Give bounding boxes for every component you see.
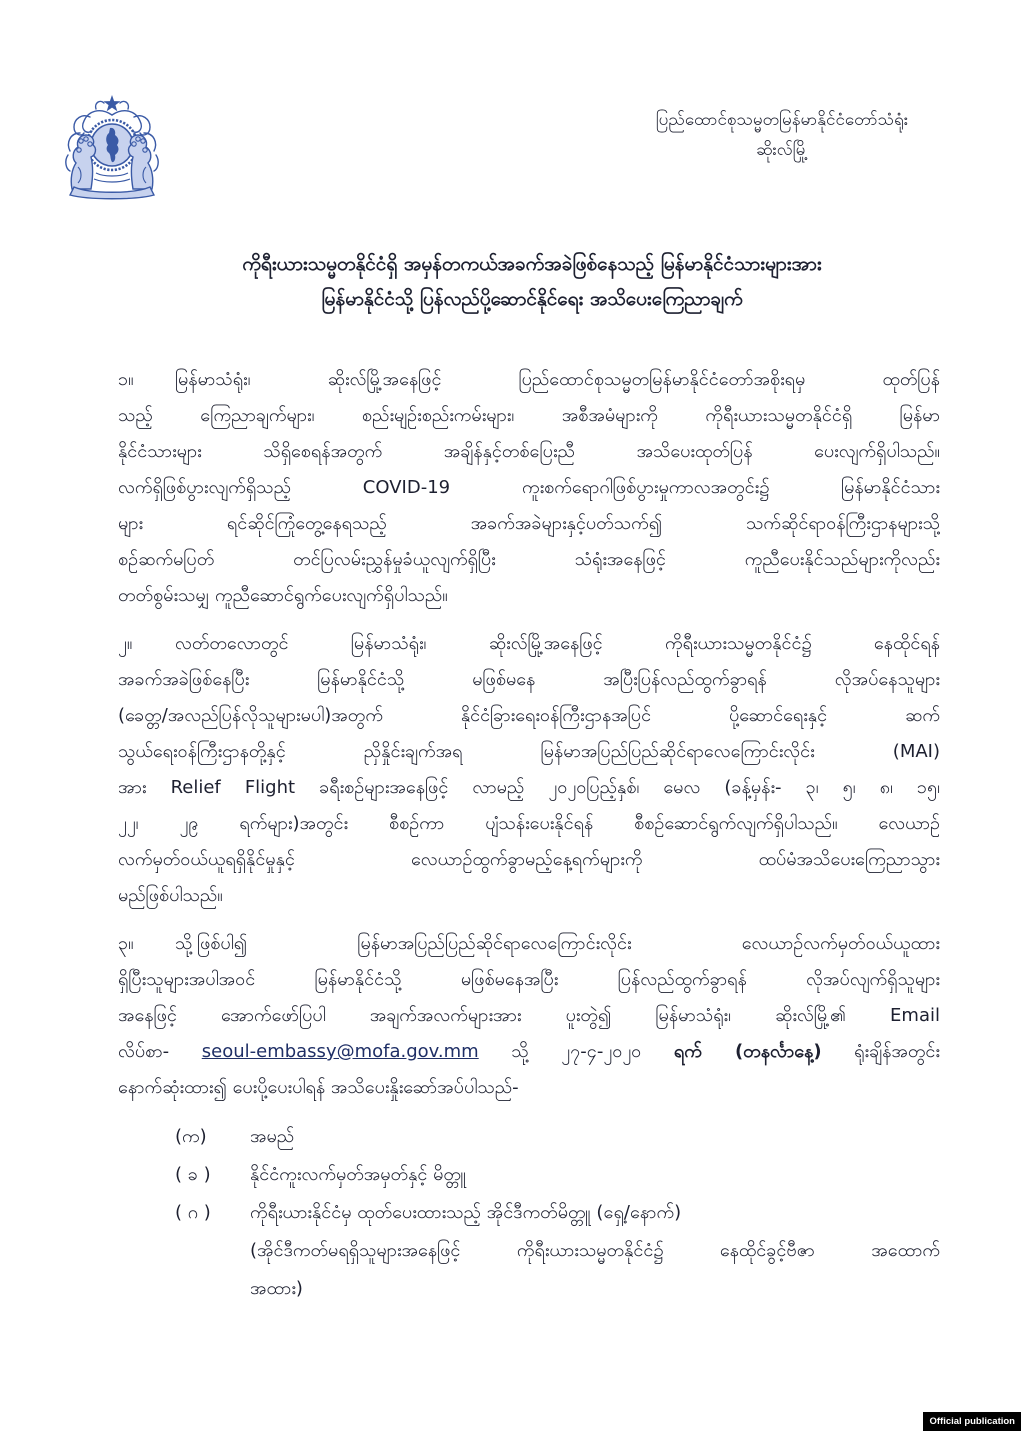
state-seal-emblem <box>60 93 164 201</box>
paragraph-line-text: တတ်စွမ်းသမျှ ကူညီဆောင်ရွက်ပေးလျက်ရှိပါသည်။ <box>118 585 448 606</box>
paragraph-line <box>118 926 940 962</box>
issuer-embassy-name: ပြည်ထောင်စုသမ္မတမြန်မာနိုင်ငံတော်သံရုံး <box>655 110 909 130</box>
deadline-text: ရက် (တနင်္လာနေ့) <box>673 1041 822 1062</box>
requirement-line <box>118 1118 940 1156</box>
paragraph-line-text: ရှိပြီးသူများအပါအဝင် မြန်မာနိုင်ငံသို့ မဖြစ်မနေအပြီး ပြန်လည်ထွက်ခွာရန် လိုအပ်လျက်ရှိသူများ <box>118 969 940 990</box>
text-segment: လိပ်စာ- <box>118 1041 202 1062</box>
paragraph-line <box>118 1034 940 1070</box>
seal-lion-right <box>129 135 153 189</box>
text-segment: သို့ ၂၇-၄-၂၀၂၀ <box>478 1041 674 1062</box>
paragraph-line-text: နိုင်ငံသားများ သိရှိစေရန်အတွက် အချိန်နှင့်တစ်ပြေးညီ အသိပေးထုတ်ပြန် ပေးလျက်ရှိပါသည်။ <box>118 441 940 462</box>
paragraph-number: ၃။ <box>118 933 134 954</box>
requirement-text: အမည် <box>250 1126 295 1147</box>
requirement-item <box>118 1118 940 1156</box>
paragraph-line-text: အခက်အခဲဖြစ်နေပြီး မြန်မာနိုင်ငံသို့ မဖြစ်မနေ အပြီးပြန်လည်ထွက်ခွာရန် လိုအပ်နေသူများ <box>118 669 940 690</box>
paragraph-3 <box>118 926 940 1106</box>
paragraph-line-text: မည်ဖြစ်ပါသည်။ <box>118 885 223 906</box>
paragraph-line <box>118 662 940 698</box>
paragraph-line <box>118 878 940 914</box>
requirement-note-line <box>118 1270 940 1308</box>
paragraph-line <box>118 434 940 470</box>
paragraph-line <box>118 698 940 734</box>
requirement-marker: ( ဂ ) <box>175 1202 211 1223</box>
paragraph-line <box>118 962 940 998</box>
paragraph-line-text: သည့် ကြေညာချက်များ၊ စည်းမျဉ်းစည်းကမ်းများ၊ အစီအမံများကို ကိုရီးယားသမ္မတနိုင်ငံရှိ မြန်မာ <box>118 405 940 426</box>
paragraph-line <box>118 626 940 662</box>
paragraph-line <box>118 470 940 506</box>
requirement-marker: ( ခ ) <box>175 1164 211 1185</box>
paragraph-line-text: ၂၂၊ ၂၉ ရက်များ)အတွင်း စီစဉ်ကာ ပျံသန်းပေးနိုင်ရန် စီစဉ်ဆောင်ရွက်လျက်ရှိပါသည်။ လေယာဉ် <box>118 813 940 834</box>
paragraph-line-text: အား Relief Flight ခရီးစဉ်များအနေဖြင့် လာမည့် ၂၀၂၀ပြည့်နှစ်၊ မေလ (ခန့်မှန်း- ၃၊ ၅၊ ၈၊ ၁၅၊ <box>118 777 940 798</box>
paragraph-line <box>118 998 940 1034</box>
paragraph-line <box>118 806 940 842</box>
paragraph-line-text: မြန်မာသံရုံး၊ ဆိုးလ်မြို့အနေဖြင့် ပြည်ထောင်စုသမ္မတမြန်မာနိုင်ငံတော်အစိုးရမှ ထုတ်ပြန် <box>175 369 940 390</box>
requirements-list <box>118 1118 940 1308</box>
paragraph-line-text: စဉ်ဆက်မပြတ် တင်ပြလမ်းညွှန်မှုခံယူလျက်ရှိပြီး သံရုံးအနေဖြင့် ကူညီပေးနိုင်သည်များကိုလည်း <box>118 549 940 570</box>
issuer-block <box>606 105 958 165</box>
title-line-1: ကိုရီးယားသမ္မတနိုင်ငံရှိ အမှန်တကယ်အခက်အခဲဖြစ်နေသည့် မြန်မာနိုင်ငံသားများအား <box>242 253 822 275</box>
requirement-line <box>118 1194 940 1232</box>
requirement-note-text: အထား) <box>250 1278 303 1299</box>
paragraph-2 <box>118 626 940 914</box>
paragraph-line-text: (ခေတ္တ/အလည်ပြန်လိုသူများမပါ)အတွက် နိုင်ငံခြားရေးဝန်ကြီးဌာနအပြင် ပို့ဆောင်ရေးနှင့် ဆက် <box>118 705 940 726</box>
paragraph-line <box>118 506 940 542</box>
official-publication-badge: Official publication <box>923 1412 1021 1431</box>
requirement-note-text: (အိုင်ဒီကတ်မရရှိသူများအနေဖြင့် ကိုရီးယားသမ္မတနိုင်ငံ၌ နေထိုင်ခွင့်ဗီဇာ အထောက် <box>250 1240 940 1261</box>
paragraph-line-text: လက်ရှိဖြစ်ပွားလျက်ရှိသည့် COVID-19 ကူးစက်ရောဂါဖြစ်ပွားမှုကာလအတွင်း၌ မြန်မာနိုင်ငံသား <box>118 477 940 498</box>
requirement-note-line <box>118 1232 940 1270</box>
paragraph-line <box>118 362 940 398</box>
paragraph-line <box>118 842 940 878</box>
requirement-line <box>118 1156 940 1194</box>
requirement-text: နိုင်ငံကူးလက်မှတ်အမှတ်နှင့် မိတ္တူ <box>250 1164 467 1185</box>
paragraph-1 <box>118 362 940 614</box>
paragraph-line-text: သို့ဖြစ်ပါ၍ မြန်မာအပြည်ပြည်ဆိုင်ရာလေကြောင်းလိုင်း လေယာဉ်လက်မှတ်ဝယ်ယူထား <box>175 933 940 954</box>
requirement-marker: (က) <box>175 1126 207 1147</box>
seal-pedestal <box>94 173 130 182</box>
paragraph-line-text <box>118 1034 940 1070</box>
paragraph-line-text: များ ရင်ဆိုင်ကြုံတွေ့နေရသည့် အခက်အခဲများနှင့်ပတ်သက်၍ သက်ဆိုင်ရာဝန်ကြီးဌာနများသို့ <box>118 513 940 534</box>
paragraph-line <box>118 578 940 614</box>
paragraph-line <box>118 1070 940 1106</box>
paragraph-line <box>118 398 940 434</box>
paragraph-line-text: လတ်တလောတွင် မြန်မာသံရုံး၊ ဆိုးလ်မြို့အနေဖြင့် ကိုရီးယားသမ္မတနိုင်ငံ၌ နေထိုင်ရန် <box>175 633 940 654</box>
announcement-title <box>40 247 1024 317</box>
paragraph-line <box>118 770 940 806</box>
paragraph-line-text: နောက်ဆုံးထား၍ ပေးပို့ပေးပါရန် အသိပေးနှိုးဆော်အပ်ပါသည်- <box>118 1077 519 1098</box>
paragraph-line-text: လက်မှတ်ဝယ်ယူရရှိနိုင်မှုနှင့် လေယာဉ်ထွက်ခွာမည့်နေ့ရက်များကို ထပ်မံအသိပေးကြေညာသွား <box>118 849 940 870</box>
paragraph-number: ၁။ <box>118 369 134 390</box>
paragraph-line <box>118 734 940 770</box>
paragraph-number: ၂။ <box>118 633 133 654</box>
seal-star <box>103 95 120 111</box>
title-line-2: မြန်မာနိုင်ငံသို့ ပြန်လည်ပို့ဆောင်နိုင်ရေး အသိပေးကြေညာချက် <box>321 288 743 310</box>
requirement-item <box>118 1156 940 1194</box>
requirement-item <box>118 1194 940 1308</box>
text-segment: ရုံးချိန်အတွင်း <box>821 1041 940 1062</box>
email-address: seoul-embassy@mofa.gov.mm <box>201 1041 479 1062</box>
paragraph-line <box>118 542 940 578</box>
paragraphs <box>118 362 940 1106</box>
seal-lion-left <box>71 135 95 189</box>
requirement-text: ကိုရီးယားနိုင်ငံမှ ထုတ်ပေးထားသည့် အိုင်ဒီကတ်မိတ္တူ (ရှေ့/နောက်) <box>250 1202 682 1223</box>
document-body <box>118 362 940 1308</box>
paragraph-line-text: အနေဖြင့် အောက်ဖော်ပြပါ အချက်အလက်များအား ပူးတွဲ၍ မြန်မာသံရုံး၊ ဆိုးလ်မြို့၏ Email <box>118 1005 940 1026</box>
issuer-city: ဆိုးလ်မြို့ <box>756 140 808 160</box>
paragraph-line-text: သွယ်ရေးဝန်ကြီးဌာနတို့နှင့် ညှိနှိုင်းချက်အရ မြန်မာအပြည်ပြည်ဆိုင်ရာလေကြောင်းလိုင်း (MAI) <box>118 741 940 762</box>
